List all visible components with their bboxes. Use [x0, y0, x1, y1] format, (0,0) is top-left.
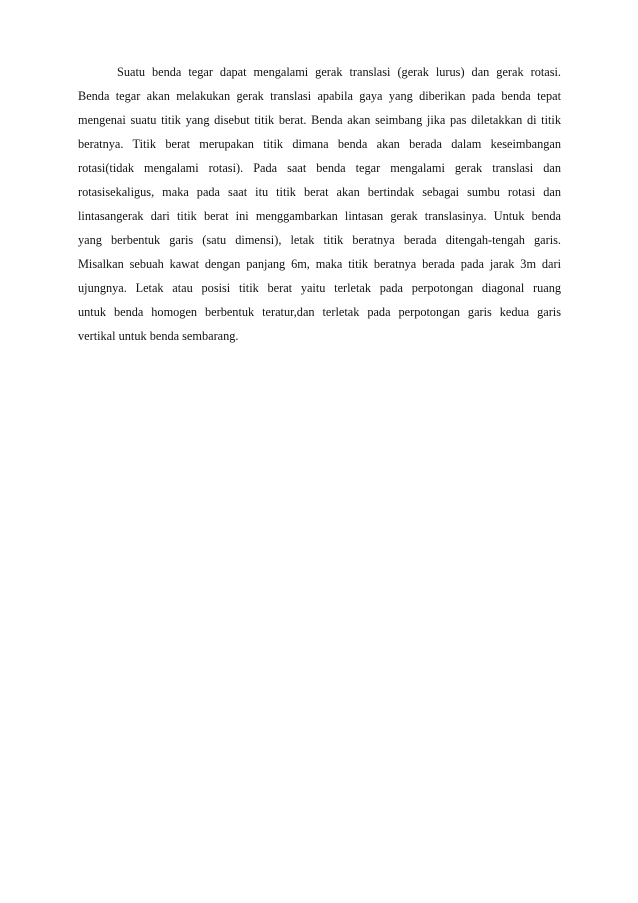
- paragraph-line-5: rotasi(tidak mengalami rotasi). Pada saat benda tegar mengalami gerak translasi dan: [78, 161, 561, 175]
- paragraph-line-4: beratnya. Titik berat merupakan titik dimana benda akan berada dalam keseimbangan: [78, 137, 561, 151]
- paragraph-line-10: ujungnya. Letak atau posisi titik berat yaitu terletak pada perpotongan diagonal ruang: [78, 281, 561, 295]
- paragraph-line-8: yang berbentuk garis (satu dimensi), letak titik beratnya berada ditengah-tengah garis.: [78, 233, 561, 247]
- paragraph-line-6: rotasisekaligus, maka pada saat itu titik berat akan bertindak sebagai sumbu rotasi dan: [78, 185, 561, 199]
- paragraph-line-3: mengenai suatu titik yang disebut titik berat. Benda akan seimbang jika pas diletakkan di titik: [78, 113, 561, 127]
- paragraph-line-12: vertikal untuk benda sembarang.: [78, 329, 239, 343]
- paragraph-line-1: Suatu benda tegar dapat mengalami gerak translasi (gerak lurus) dan gerak rotasi.: [117, 65, 561, 79]
- paragraph-line-2: Benda tegar akan melakukan gerak translasi apabila gaya yang diberikan pada benda tepat: [78, 89, 561, 103]
- paragraph-line-7: lintasangerak dari titik berat ini menggambarkan lintasan gerak translasinya. Untuk benda: [78, 209, 561, 223]
- paragraph-line-11: untuk benda homogen berbentuk teratur,dan terletak pada perpotongan garis kedua garis: [78, 305, 561, 319]
- paragraph-line-9: Misalkan sebuah kawat dengan panjang 6m, maka titik beratnya berada pada jarak 3m dari: [78, 257, 561, 271]
